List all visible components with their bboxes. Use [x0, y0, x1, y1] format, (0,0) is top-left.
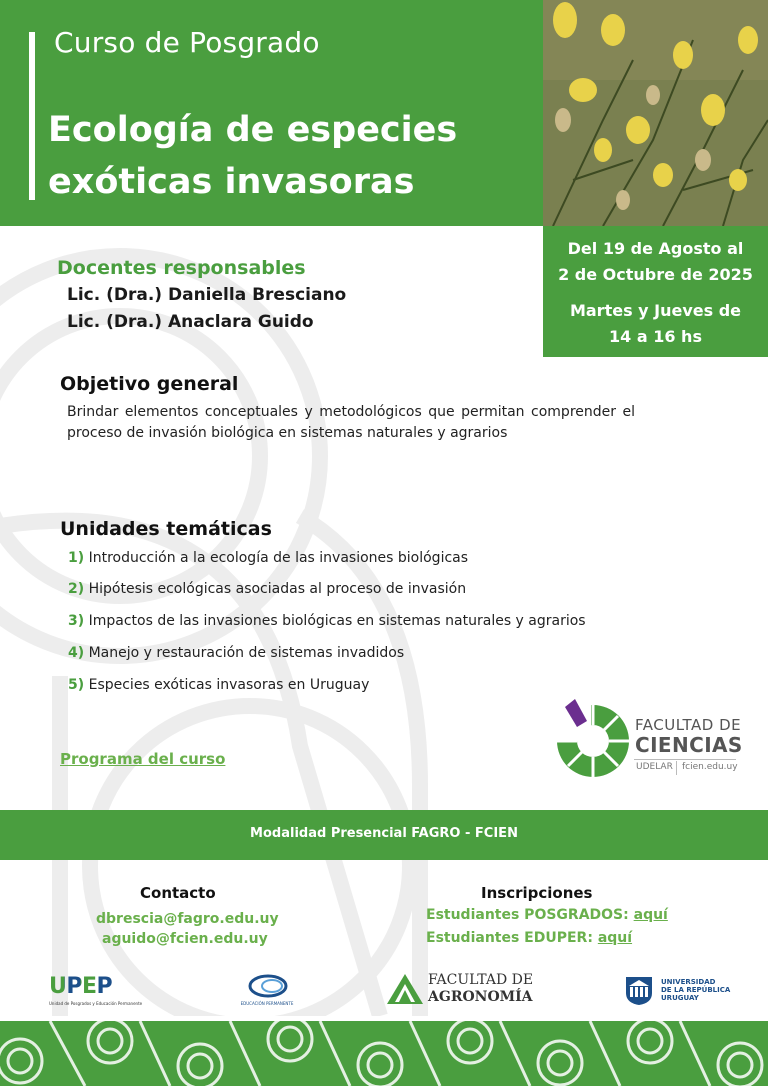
course-title-line-1: Ecología de especies: [48, 110, 458, 150]
educacion-permanente-label: EDUCACIÓN PERMANENTE: [240, 1001, 294, 1006]
unit-text: Hipótesis ecológicas asociadas al proceso de invasión: [88, 581, 467, 597]
modality-text: Modalidad Presencial FAGRO - FCIEN: [250, 826, 518, 841]
unit-item: [68, 613, 586, 629]
date-range-line-2: 2 de Octubre de 2025: [558, 265, 753, 284]
udelar-shield-icon: [624, 975, 654, 1005]
unit-number: 1): [68, 550, 85, 566]
fcien-url: fcien.edu.uy: [682, 762, 738, 772]
unit-number: 2): [68, 581, 85, 597]
course-type: Curso de Posgrado: [54, 26, 320, 59]
unit-number: 4): [68, 645, 85, 661]
course-title-line-2: exóticas invasoras: [48, 162, 415, 202]
unit-text: Introducción a la ecología de las invasiones biológicas: [88, 550, 469, 566]
contact-email-link[interactable]: dbrescia@fagro.edu.uy: [96, 911, 279, 927]
upep-subtitle: Unidad de Posgrados y Educación Permanente: [49, 1001, 143, 1006]
teacher-name: Lic. (Dra.) Anaclara Guido: [67, 312, 314, 332]
objective-heading: Objetivo general: [60, 373, 239, 395]
registration-link-posgrados[interactable]: aquí: [633, 907, 668, 923]
unit-number: 5): [68, 677, 85, 693]
flower-photo: [543, 0, 768, 226]
udelar-name: [661, 978, 741, 1002]
fcien-name: CIENCIAS: [635, 733, 743, 757]
upep-logo: [49, 974, 112, 999]
contact-heading: Contacto: [140, 884, 216, 902]
unit-item: [68, 645, 404, 661]
agronomia-name: AGRONOMÍA: [428, 989, 533, 1005]
schedule: [543, 298, 768, 350]
schedule-line-2: 14 a 16 hs: [609, 327, 702, 346]
fcien-divider: [634, 759, 736, 760]
educacion-permanente-logo-icon: [236, 972, 300, 1000]
registration-link-eduper[interactable]: aquí: [597, 930, 633, 946]
program-link[interactable]: Programa del curso: [60, 750, 226, 768]
footer-pattern: [0, 1021, 768, 1086]
objective-text: Brindar elementos conceptuales y metodológicos que permitan comprender el proceso de invasión biológica en sistemas naturales y agrarios: [67, 404, 635, 441]
schedule-line-1: Martes y Jueves de: [569, 301, 742, 320]
course-title: [48, 104, 528, 208]
udelar-name-line-1: UNIVERSIDAD: [661, 978, 716, 986]
dates-box: [543, 226, 768, 357]
unit-item: [68, 581, 466, 597]
unit-number: 3): [68, 613, 85, 629]
udelar-name-line-3: URUGUAY: [661, 994, 699, 1002]
agronomia-faculty-label: FACULTAD DE: [428, 972, 534, 988]
agronomia-logo-icon: [387, 974, 423, 1004]
registration-line-posgrados: [426, 907, 668, 923]
registration-label: Estudiantes EDUPER:: [426, 930, 593, 946]
unit-item: [68, 550, 468, 566]
unit-item: [68, 677, 369, 693]
registration-line-eduper: [426, 930, 632, 946]
udelar-name-line-2: DE LA REPÚBLICA: [661, 986, 731, 994]
date-range-line-1: Del 19 de Agosto al: [567, 239, 744, 258]
contact-email-link[interactable]: aguido@fcien.edu.uy: [102, 931, 268, 947]
teachers-heading: Docentes responsables: [57, 257, 306, 279]
upep-logo-text: UPEP: [49, 974, 113, 999]
fcien-divider-vertical: [676, 761, 677, 775]
unit-text: Impactos de las invasiones biológicas en sistemas naturales y agrarios: [88, 613, 586, 629]
registration-heading: Inscripciones: [481, 884, 593, 902]
fcien-faculty-label: FACULTAD DE: [635, 716, 742, 734]
registration-label: Estudiantes POSGRADOS:: [426, 907, 629, 923]
units-heading: Unidades temáticas: [60, 518, 272, 540]
date-range: [543, 236, 768, 288]
header-accent-bar: [29, 32, 35, 200]
fcien-udelar-label: UDELAR: [636, 762, 673, 772]
unit-text: Especies exóticas invasoras en Uruguay: [88, 677, 370, 693]
unit-text: Manejo y restauración de sistemas invadidos: [88, 645, 405, 661]
teacher-name: Lic. (Dra.) Daniella Bresciano: [67, 285, 347, 305]
